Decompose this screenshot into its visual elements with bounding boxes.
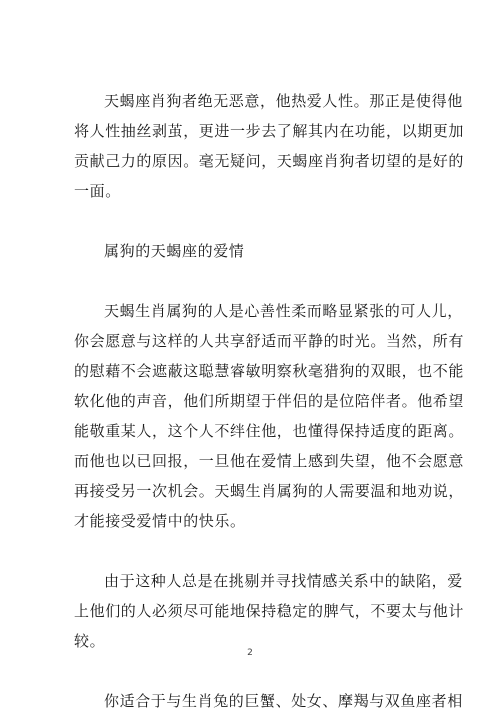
text-line: 你适合于与生肖兔的巨蟹、处女、摩羯与双鱼座者相 — [104, 692, 463, 710]
text-line: 由于这种人总是在挑剔并寻找情感关系中的缺陷，爱 — [104, 572, 463, 590]
paragraph-spacer — [74, 536, 426, 566]
paragraph-spacer — [74, 266, 426, 296]
paragraph-1 — [74, 86, 465, 206]
text-line: 你会愿意与这样的人共享舒适而平静的时光。当然，所有 — [74, 332, 465, 350]
document-body — [74, 86, 465, 716]
paragraph-3 — [74, 566, 465, 656]
text-line: 能敬重某人，这个人不绊住他，也懂得保持适度的距离。 — [74, 422, 465, 440]
text-line: 再接受另一次机会。天蝎生肖属狗的人需要温和地劝说， — [74, 482, 465, 500]
paragraph-4 — [74, 686, 463, 716]
text-line: 上他们的人必须尽可能地保持稳定的脾气，不要太与他计 — [74, 602, 465, 620]
text-line: 较。 — [74, 632, 106, 650]
text-line: 软化他的声音，他们所期望于伴侣的是位陪伴者。他希望 — [74, 392, 465, 410]
text-line: 将人性抽丝剥茧，更进一步去了解其内在功能，以期更加 — [74, 122, 465, 140]
text-line: 才能接受爱情中的快乐。 — [74, 512, 246, 530]
section-heading: 属狗的天蝎座的爱情 — [104, 242, 245, 260]
paragraph-spacer — [74, 206, 426, 236]
text-line: 天蝎座肖狗者绝无恶意，他热爱人性。那正是使得他 — [104, 92, 463, 110]
paragraph-2 — [74, 296, 465, 536]
text-line: 一面。 — [74, 182, 121, 200]
text-line: 的慰藉不会遮蔽这聪慧睿敏明察秋毫猎狗的双眼，也不能 — [74, 362, 465, 380]
paragraph-spacer — [74, 656, 426, 686]
page-number: 2 — [247, 648, 253, 658]
text-line: 贡献己力的原因。毫无疑问，天蝎座肖狗者切望的是好的 — [74, 152, 465, 170]
text-line: 天蝎生肖属狗的人是心善性柔而略显紧张的可人儿， — [104, 302, 463, 320]
text-line: 而他也以已回报，一旦他在爱情上感到失望，他不会愿意 — [74, 452, 465, 470]
